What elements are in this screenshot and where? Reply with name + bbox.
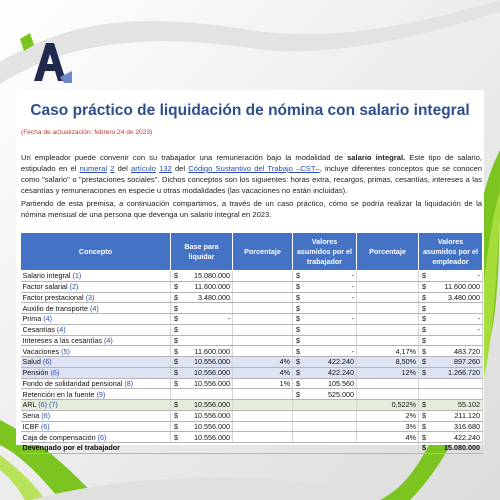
table-row — [21, 400, 483, 411]
table-row — [21, 367, 483, 378]
total-label: Devengado por el trabajador — [21, 443, 419, 454]
porcentaje-trabajador-cell — [233, 271, 293, 282]
table-row — [21, 432, 483, 443]
valor-empleador-cell: $ - — [419, 314, 483, 325]
valor-trabajador-cell: $ 105.560 — [293, 378, 357, 389]
valor-trabajador-cell: $ — [293, 303, 357, 314]
table-row — [21, 357, 483, 368]
link-codigo-sustantivo[interactable]: Código Sustantivo del Trabajo –CST– — [188, 164, 320, 173]
valor-empleador-cell: $ — [419, 335, 483, 346]
valor-empleador-cell: $ 897.260 — [419, 357, 483, 368]
col-valores-empleador: Valores asumidos por el empleador — [419, 233, 483, 271]
porcentaje-trabajador-cell: 1% — [233, 378, 293, 389]
valor-empleador-cell — [419, 389, 483, 400]
valor-empleador-cell — [419, 378, 483, 389]
base-cell: $ 10.556.000 — [171, 421, 233, 432]
link-numeral[interactable]: numeral — [79, 164, 108, 173]
porcentaje-empleador-cell — [357, 292, 419, 303]
intro-paragraph: Un empleador puede convenir con su trabajador una remuneración bajo la modalidad de salario integral. Este tipo de salario, estipulado en el numeral 2 del artículo 132 del Código Sustantivo del Trabajo –CST–, incluye diferentes conceptos que se conocen como "salario" o "prestaciones sociales". Dichos conceptos son los siguientes: horas extra, recargos, primas, cesantías, intereses a las cesantías y remuneraciones en especie u otras modalidades (las vacaciones no están incluidas). — [21, 153, 482, 195]
table-row — [21, 271, 483, 282]
link-articulo[interactable]: artículo — [130, 164, 156, 173]
concepto-cell: Vacaciones (5) — [21, 346, 171, 357]
porcentaje-empleador-cell — [357, 281, 419, 292]
porcentaje-trabajador-cell — [233, 292, 293, 303]
concepto-cell: Factor prestacional (3) — [21, 292, 171, 303]
valor-empleador-cell: $ 211.120 — [419, 410, 483, 421]
base-cell: $ 10.556.000 — [171, 400, 233, 411]
base-cell — [171, 389, 233, 400]
valor-trabajador-cell: $ — [293, 324, 357, 335]
porcentaje-empleador-cell — [357, 271, 419, 282]
porcentaje-empleador-cell: 0,522% — [357, 400, 419, 411]
total-row — [21, 443, 483, 454]
concepto-cell: Cesantías (4) — [21, 324, 171, 335]
base-cell: $ - — [171, 314, 233, 325]
base-cell: $ — [171, 324, 233, 335]
valor-trabajador-cell: $ - — [293, 314, 357, 325]
concepto-cell: Sena (6) — [21, 410, 171, 421]
valor-trabajador-cell: $ - — [293, 271, 357, 282]
valor-trabajador-cell: $ - — [293, 292, 357, 303]
col-valores-trabajador: Valores asumidos por el trabajador — [293, 233, 357, 271]
porcentaje-trabajador-cell — [233, 432, 293, 443]
case-paragraph: Partiendo de esta premisa, a continuación compartimos, a través de un caso práctico, cómo se podría realizar la liquidación de la nómina mensual de una persona que devenga un salario integral en 2023. — [21, 199, 482, 219]
valor-empleador-cell: $ 55.102 — [419, 400, 483, 411]
valor-empleador-cell: $ — [419, 303, 483, 314]
base-cell: $ 10.556.000 — [171, 432, 233, 443]
concepto-cell: Salario integral (1) — [21, 271, 171, 282]
base-cell: $ 10.556.000 — [171, 410, 233, 421]
porcentaje-empleador-cell — [357, 324, 419, 335]
porcentaje-empleador-cell — [357, 389, 419, 400]
porcentaje-empleador-cell: 4% — [357, 432, 419, 443]
base-cell: $ 10.556.000 — [171, 367, 233, 378]
brand-logo-a-icon — [20, 33, 76, 83]
concepto-cell: Pensión (6) — [21, 367, 171, 378]
valor-trabajador-cell: $ - — [293, 281, 357, 292]
valor-empleador-cell: $ 1.266.720 — [419, 367, 483, 378]
porcentaje-empleador-cell — [357, 314, 419, 325]
col-porcentaje-trabajador: Porcentaje — [233, 233, 293, 271]
col-concepto: Concepto — [21, 233, 171, 271]
valor-trabajador-cell — [293, 400, 357, 411]
concepto-cell: Salud (6) — [21, 357, 171, 368]
valor-trabajador-cell — [293, 432, 357, 443]
base-cell: $ — [171, 303, 233, 314]
base-cell: $ 11.600.000 — [171, 281, 233, 292]
valor-trabajador-cell: $ - — [293, 346, 357, 357]
table-row — [21, 324, 483, 335]
base-cell: $ 15.080.000 — [171, 271, 233, 282]
valor-empleador-cell: $ 483.720 — [419, 346, 483, 357]
porcentaje-empleador-cell: 4,17% — [357, 346, 419, 357]
valor-trabajador-cell: $ 422.240 — [293, 357, 357, 368]
table-row — [21, 292, 483, 303]
table-row — [21, 421, 483, 432]
link-articulo-132[interactable]: 132 — [159, 164, 172, 173]
valor-empleador-cell: $ 422.240 — [419, 432, 483, 443]
concepto-cell: Prima (4) — [21, 314, 171, 325]
porcentaje-empleador-cell — [357, 335, 419, 346]
concepto-cell: Caja de compensación (6) — [21, 432, 171, 443]
porcentaje-trabajador-cell: 4% — [233, 367, 293, 378]
valor-empleador-cell: $ 11.600.000 — [419, 281, 483, 292]
table-row — [21, 335, 483, 346]
update-date: (Fecha de actualización: febrero 24 de 2023) — [21, 129, 153, 136]
porcentaje-empleador-cell — [357, 378, 419, 389]
table-header-row — [21, 233, 483, 271]
base-cell: $ 10.556.000 — [171, 357, 233, 368]
link-numeral-2[interactable]: 2 — [110, 164, 115, 173]
table-row — [21, 410, 483, 421]
porcentaje-empleador-cell: 8,50% — [357, 357, 419, 368]
porcentaje-trabajador-cell — [233, 281, 293, 292]
base-cell: $ 11.600.000 — [171, 346, 233, 357]
porcentaje-empleador-cell: 3% — [357, 421, 419, 432]
total-value: $ 15.080.000 — [419, 443, 483, 454]
concepto-cell: Fondo de solidaridad pensional (8) — [21, 378, 171, 389]
concepto-cell: Intereses a las cesantías (4) — [21, 335, 171, 346]
porcentaje-trabajador-cell — [233, 410, 293, 421]
concepto-cell: ARL (6) (7) — [21, 400, 171, 411]
valor-trabajador-cell — [293, 410, 357, 421]
porcentaje-trabajador-cell — [233, 346, 293, 357]
table-row — [21, 378, 483, 389]
porcentaje-trabajador-cell: 4% — [233, 357, 293, 368]
valor-empleador-cell: $ - — [419, 271, 483, 282]
payroll-table — [20, 232, 483, 454]
porcentaje-empleador-cell — [357, 303, 419, 314]
col-porcentaje-empleador: Porcentaje — [357, 233, 419, 271]
porcentaje-trabajador-cell — [233, 400, 293, 411]
base-cell: $ 10.556.000 — [171, 378, 233, 389]
valor-trabajador-cell — [293, 421, 357, 432]
table-row — [21, 314, 483, 325]
porcentaje-trabajador-cell — [233, 421, 293, 432]
document-card — [16, 90, 484, 453]
concepto-cell: Retención en la fuente (9) — [21, 389, 171, 400]
porcentaje-trabajador-cell — [233, 324, 293, 335]
concepto-cell: Auxilio de transporte (4) — [21, 303, 171, 314]
porcentaje-trabajador-cell — [233, 335, 293, 346]
table-row — [21, 346, 483, 357]
concepto-cell: Factor salarial (2) — [21, 281, 171, 292]
porcentaje-trabajador-cell — [233, 314, 293, 325]
base-cell: $ 3.480.000 — [171, 292, 233, 303]
base-cell: $ — [171, 335, 233, 346]
valor-trabajador-cell: $ 525.000 — [293, 389, 357, 400]
porcentaje-trabajador-cell — [233, 389, 293, 400]
porcentaje-empleador-cell: 2% — [357, 410, 419, 421]
table-row — [21, 389, 483, 400]
concepto-cell: ICBF (6) — [21, 421, 171, 432]
valor-trabajador-cell: $ 422.240 — [293, 367, 357, 378]
porcentaje-trabajador-cell — [233, 303, 293, 314]
table-row — [21, 281, 483, 292]
valor-empleador-cell: $ - — [419, 324, 483, 335]
porcentaje-empleador-cell: 12% — [357, 367, 419, 378]
valor-empleador-cell: $ 316.680 — [419, 421, 483, 432]
col-base: Base para liquidar — [171, 233, 233, 271]
valor-trabajador-cell: $ — [293, 335, 357, 346]
table-row — [21, 303, 483, 314]
valor-empleador-cell: $ 3.480.000 — [419, 292, 483, 303]
page-title: Caso práctico de liquidación de nómina con salario integral — [30, 102, 470, 119]
